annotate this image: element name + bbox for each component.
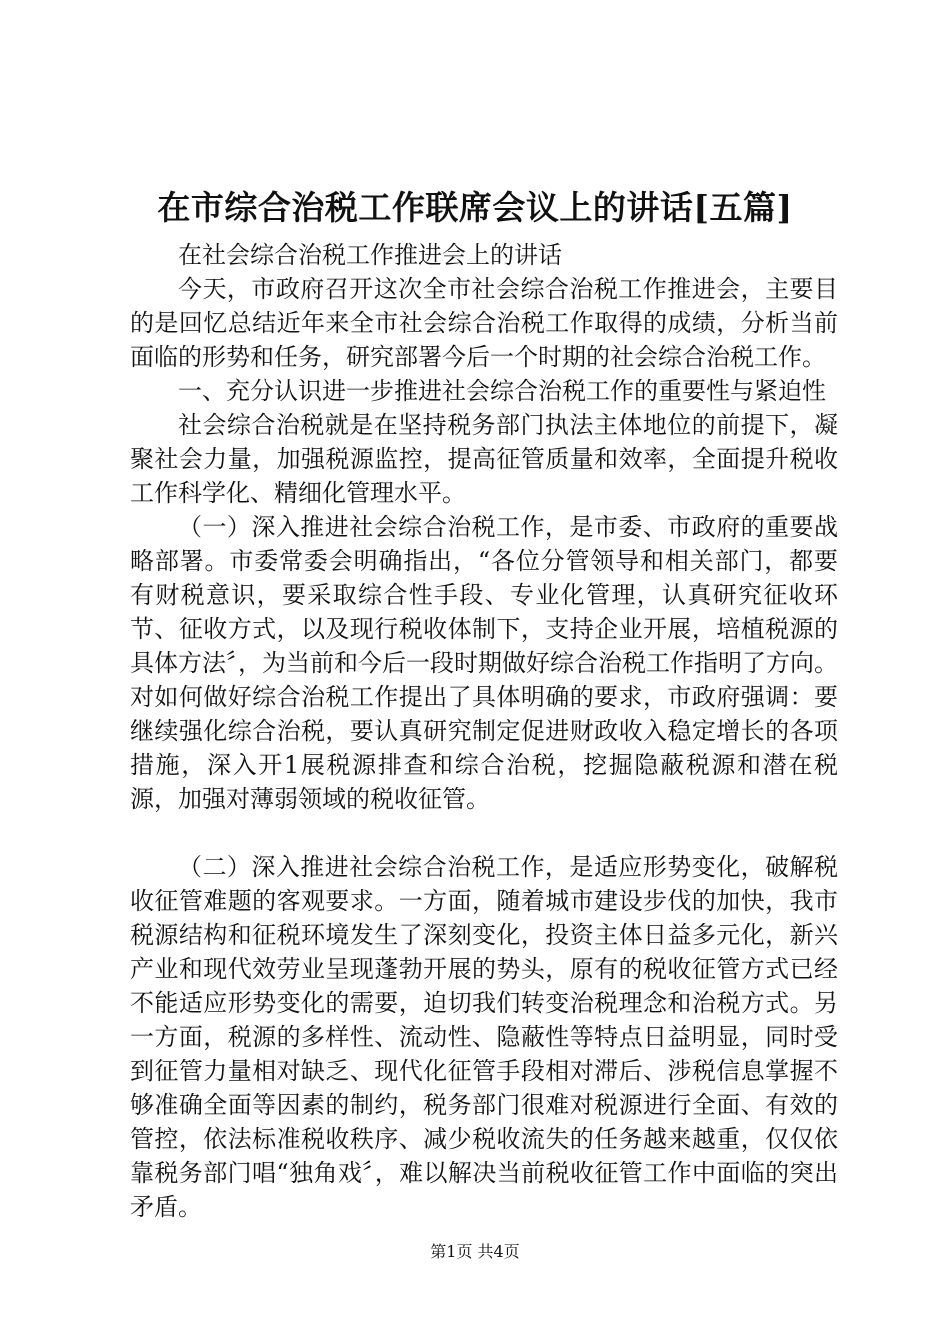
- definition-paragraph: 社会综合治税就是在坚持税务部门执法主体地位的前提下，凝聚社会力量，加强税源监控，提高征管质量和效率，全面提升税收工作科学化、精细化管理水平。: [130, 411, 838, 507]
- document-title: 在市综合治税工作联席会议上的讲话[五篇]: [157, 188, 793, 227]
- section-heading: 一、充分认识进一步推进社会综合治税工作的重要性与紧迫性: [178, 377, 826, 405]
- subtitle-paragraph: 在社会综合治税工作推进会上的讲话: [178, 241, 562, 269]
- intro-paragraph: 今天，市政府召开这次全市社会综合治税工作推进会，主要目的是回忆总结近年来全市社会综合治税工作取得的成绩，分析当前面临的形势和任务，研究部署今后一个时期的社会综合治税工作。: [130, 275, 838, 371]
- page-number: 第1页 共4页: [430, 1242, 520, 1261]
- point-one-paragraph: （一）深入推进社会综合治税工作，是市委、市政府的重要战略部署。市委常委会明确指出，“各位分管领导和相关部门，都要有财税意识，要采取综合性手段、专业化管理，认真研究征收环节、征收方式，以及现行税收体制下，支持企业开展，培植税源的具体方法〞，为当前和今后一段时期做好综合治税工作指明了方向。对如何做好综合治税工作提出了具体明确的要求，市政府强调：要继续强化综合治税，要认真研究制定促进财政收入稳定增长的各项措施，深入开1展税源排查和综合治税，挖掘隐蔽税源和潜在税源，加强对薄弱领域的税收征管。: [130, 513, 838, 813]
- document-body: [130, 238, 838, 1224]
- point-two-paragraph: （二）深入推进社会综合治税工作，是适应形势变化，破解税收征管难题的客观要求。一方面，随着城市建设步伐的加快，我市税源结构和征税环境发生了深刻变化，投资主体日益多元化，新兴产业和现代效劳业呈现蓬勃开展的势头，原有的税收征管方式已经不能适应形势变化的需要，迫切我们转变治税理念和治税方式。另一方面，税源的多样性、流动性、隐蔽性等特点日益明显，同时受到征管力量相对缺乏、现代化征管手段相对滞后、涉税信息掌握不够准确全面等因素的制约，税务部门很难对税源进行全面、有效的管控，依法标准税收秩序、减少税收流失的任务越来越重，仅仅依靠税务部门唱“独角戏〞，难以解决当前税收征管工作中面临的突出矛盾。: [130, 853, 838, 1221]
